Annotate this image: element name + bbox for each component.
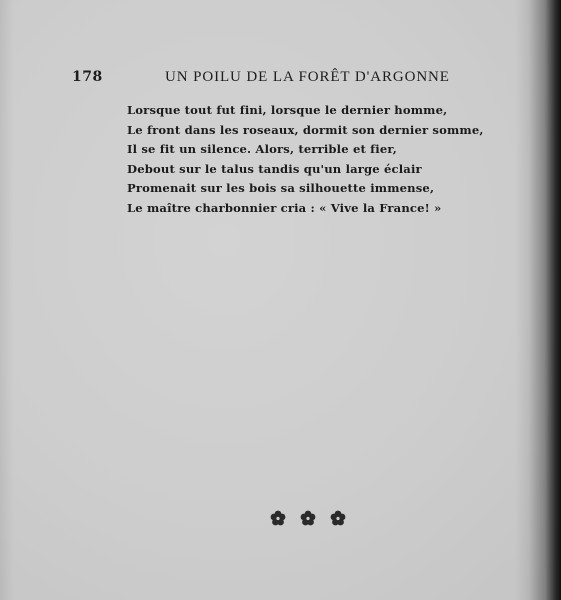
verse-line: Lorsque tout fut fini, lorsque le dernier homme, <box>127 103 448 117</box>
verse-line: Promenait sur les bois sa silhouette immense, <box>127 181 435 195</box>
poem-stanza <box>127 101 484 218</box>
verse-line: Il se fit un silence. Alors, terrible et fier, <box>127 142 397 156</box>
page-edge-shade <box>0 0 14 600</box>
running-title: UN POILU DE LA FORÊT D'ARGONNE <box>165 69 450 85</box>
verse-line: Le maître charbonnier cria : « Vive la France! » <box>127 200 442 215</box>
verse-line: Le front dans les roseaux, dormit son dernier somme, <box>127 122 484 137</box>
flower-icon <box>301 511 316 526</box>
binding-shadow <box>515 0 561 600</box>
verse-line: Debout sur le talus tandis qu'un large éclair <box>127 161 422 176</box>
flower-icon <box>271 511 286 526</box>
fleuron-ornament <box>268 507 352 529</box>
flower-icon <box>331 511 346 526</box>
page-number: 178 <box>72 69 103 85</box>
